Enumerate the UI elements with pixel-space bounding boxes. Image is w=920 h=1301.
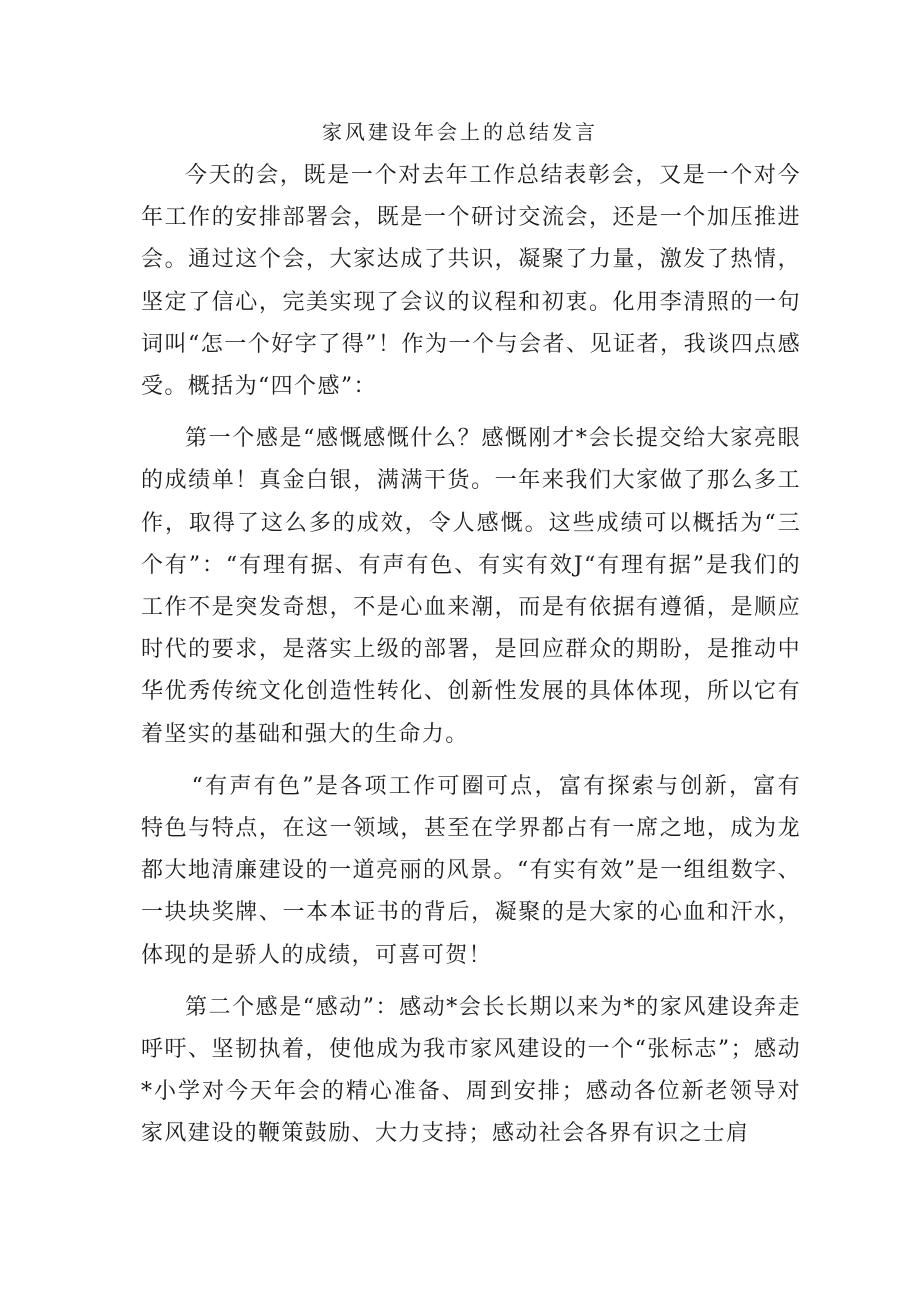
paragraph-opening: 今天的会，既是一个对去年工作总结表彰会，又是一个对今年工作的安排部署会，既是一个研讨交流会，还是一个加压推进会。通过这个会，大家达成了共识，凝聚了力量，激发了热情，坚定了信心，完美实现了会议的议程和初衷。化用李清照的一句词叫“怎一个好字了得”！作为一个与会者、见证者，我谈四点感受。概括为“四个感”： [141, 163, 801, 400]
document-body [141, 155, 801, 1166]
paragraph-second-feeling: 第二个感是“感动”：感动*会长长期以来为*的家风建设奔走呼吁、坚韧执着，使他成为我市家风建设的一个“张标志”；感动*小学对今天年会的精心准备、周到安排；感动各位新老领导对家风建设的鞭策鼓励、大力支持；感动社会各界有识之士肩 [141, 994, 801, 1147]
document-title: 家风建设年会上的总结发言 [322, 120, 598, 144]
paragraph-first-feeling-continued: “有声有色”是各项工作可圈可点，富有探索与创新，富有特色与特点，在这一领域，甚至在学界都占有一席之地，成为龙都大地清廉建设的一道亮丽的风景。“有实有效”是一组组数字、一块块奖牌、一本本证书的背后，凝聚的是大家的心血和汗水，体现的是骄人的成绩，可喜可贺！ [141, 773, 801, 968]
paragraph-first-feeling: 第一个感是“感慨感慨什么？感慨刚才*会长提交给大家亮眼的成绩单！真金白银，满满干货。一年来我们大家做了那么多工作，取得了这么多的成效，令人感慨。这些成绩可以概括为“三个有”：“有理有据、有声有色、有实有效J“有理有据”是我们的工作不是突发奇想，不是心血来潮，而是有依据有遵循，是顺应时代的要求，是落实上级的部署，是回应群众的期盼，是推动中华优秀传统文化创造性转化、创新性发展的具体体现，所以它有着坚实的基础和强大的生命力。 [141, 426, 801, 747]
